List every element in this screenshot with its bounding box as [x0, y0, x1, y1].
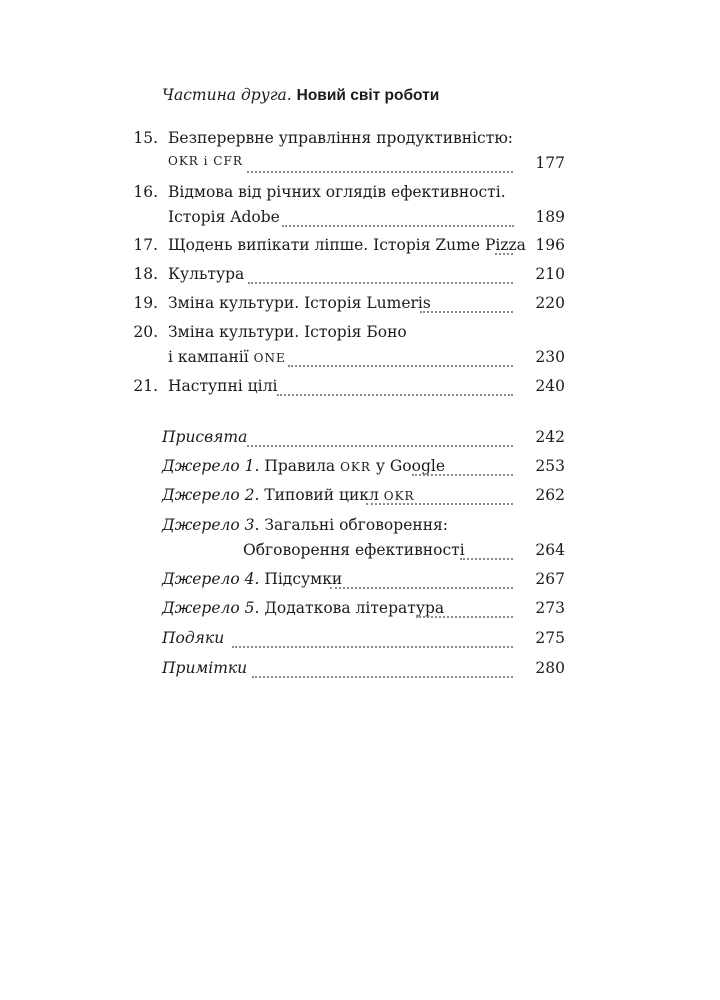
chapter-title-smallcaps: ONE: [253, 351, 286, 365]
chapter-number: 16.: [133, 183, 158, 201]
page-number: 264: [535, 541, 565, 559]
entry-text-tail: у Google: [370, 457, 446, 475]
entry-label: Джерело 5.: [162, 599, 260, 617]
entry-label: Подяки: [162, 629, 225, 647]
page-number: 220: [535, 294, 565, 312]
dot-leader: [412, 474, 513, 476]
entry-text: Підсумки: [259, 570, 343, 588]
chapter-title: Щодень випікати ліпше. Історія Zume Pizza: [168, 236, 526, 254]
page-number: 242: [535, 428, 565, 446]
entry-smallcaps: OKR: [340, 460, 371, 474]
chapter-title-line1: Відмова від річних оглядів ефективності.: [168, 183, 506, 201]
chapter-title-line1: Зміна культури. Історія Боно: [168, 323, 407, 341]
dot-leader: [420, 311, 513, 313]
dot-leader: [366, 503, 513, 505]
page-number: 267: [535, 570, 565, 588]
chapter-number: 19.: [133, 294, 158, 312]
part-name: Новий світ роботи: [296, 87, 440, 104]
dot-leader: [495, 253, 513, 255]
chapter-number: 20.: [133, 323, 158, 341]
entry-title: [162, 570, 342, 588]
page-number: 253: [535, 457, 565, 475]
chapter-title: Культура: [168, 265, 245, 283]
dot-leader: [282, 225, 514, 227]
entry-label: Джерело 4.: [162, 570, 260, 588]
chapter-title-text: і кампанії: [168, 348, 254, 366]
page-number: 280: [535, 659, 565, 677]
chapter-title-line2: Історія Adobe: [168, 208, 280, 226]
chapter-number: 18.: [133, 265, 158, 283]
entry-smallcaps: OKR: [383, 489, 415, 503]
entry-label: Джерело 2.: [162, 486, 260, 504]
page-number: 275: [535, 629, 565, 647]
dot-leader: [288, 365, 513, 367]
part-label: Частина друга.: [162, 86, 292, 104]
dot-leader: [247, 445, 513, 447]
chapter-title: Наступні цілі: [168, 377, 278, 395]
page-number: 196: [535, 236, 565, 254]
chapter-number: 21.: [133, 377, 158, 395]
dot-leader: [252, 676, 513, 678]
chapter-number: 15.: [133, 129, 158, 147]
dot-leader: [416, 616, 513, 618]
dot-leader: [248, 282, 513, 284]
page-number: 189: [535, 208, 565, 226]
chapter-title: Зміна культури. Історія Lumeris: [168, 294, 431, 312]
chapter-title-line1: Безперервне управління продуктивністю:: [168, 129, 514, 147]
page-number: 230: [535, 348, 565, 366]
entry-title: [162, 599, 444, 617]
page-number: 210: [535, 265, 565, 283]
page-number: 273: [535, 599, 565, 617]
chapter-title-line2: OKR і CFR: [168, 154, 243, 168]
page-number: 262: [535, 486, 565, 504]
entry-title-line2: Обговорення ефективності: [243, 541, 465, 559]
entry-label: Джерело 3.: [162, 516, 260, 534]
chapter-title-line2: [168, 348, 286, 366]
dot-leader: [330, 587, 513, 589]
entry-text: Типовий цикл: [259, 486, 384, 504]
dot-leader: [460, 558, 513, 560]
dot-leader: [232, 646, 513, 648]
entry-label: Присвята: [162, 428, 248, 446]
part-heading: [162, 86, 439, 105]
dot-leader: [277, 394, 513, 396]
entry-title-line1: [162, 516, 448, 534]
entry-text: Додаткова література: [259, 599, 445, 617]
entry-text: Правила: [259, 457, 341, 475]
page-number: 240: [535, 377, 565, 395]
entry-title: [162, 486, 415, 504]
entry-title: [162, 457, 445, 475]
entry-label: Джерело 1.: [162, 457, 260, 475]
page-number: 177: [535, 154, 565, 172]
dot-leader: [247, 171, 513, 173]
entry-text: Загальні обговорення:: [259, 516, 449, 534]
entry-label: Примітки: [162, 659, 248, 677]
chapter-number: 17.: [133, 236, 158, 254]
